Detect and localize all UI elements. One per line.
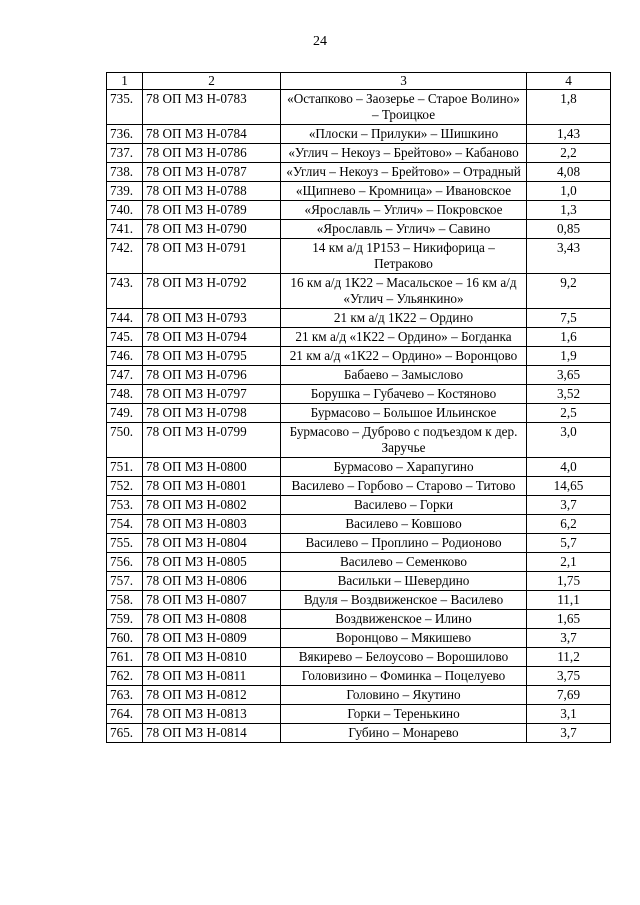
row-number: 735. [107,90,143,125]
row-number: 761. [107,648,143,667]
road-name: Василево – Ковшово [281,515,527,534]
table-row [107,629,611,648]
row-number: 737. [107,144,143,163]
road-name: Головино – Якутино [281,686,527,705]
road-length: 3,65 [527,366,611,385]
table-row [107,366,611,385]
row-number: 747. [107,366,143,385]
table-row [107,534,611,553]
roads-table [106,72,611,743]
road-length: 3,1 [527,705,611,724]
road-name: Воронцово – Мякишево [281,629,527,648]
row-number: 739. [107,182,143,201]
table-row [107,686,611,705]
road-length: 0,85 [527,220,611,239]
road-id: 78 ОП МЗ Н-0814 [143,724,281,743]
table-row [107,496,611,515]
road-length: 7,69 [527,686,611,705]
table-row [107,125,611,144]
road-name: «Ярославль – Углич» – Покровское [281,201,527,220]
table-row [107,667,611,686]
road-length: 3,75 [527,667,611,686]
road-length: 1,8 [527,90,611,125]
table-row [107,385,611,404]
road-id: 78 ОП МЗ Н-0809 [143,629,281,648]
table-row [107,182,611,201]
road-id: 78 ОП МЗ Н-0796 [143,366,281,385]
road-id: 78 ОП МЗ Н-0802 [143,496,281,515]
road-length: 2,5 [527,404,611,423]
road-id: 78 ОП МЗ Н-0811 [143,667,281,686]
road-name: Василево – Проплино – Родионово [281,534,527,553]
road-id: 78 ОП МЗ Н-0791 [143,239,281,274]
road-length: 4,08 [527,163,611,182]
road-length: 1,75 [527,572,611,591]
road-length: 7,5 [527,309,611,328]
road-id: 78 ОП МЗ Н-0810 [143,648,281,667]
table-row [107,220,611,239]
table-row [107,404,611,423]
row-number: 753. [107,496,143,515]
road-id: 78 ОП МЗ Н-0808 [143,610,281,629]
road-length: 3,43 [527,239,611,274]
header-col-4: 4 [527,73,611,90]
road-name: Горки – Теренькино [281,705,527,724]
road-length: 4,0 [527,458,611,477]
road-id: 78 ОП МЗ Н-0795 [143,347,281,366]
table-row [107,705,611,724]
row-number: 758. [107,591,143,610]
row-number: 759. [107,610,143,629]
row-number: 746. [107,347,143,366]
road-name: Головизино – Фоминка – Поцелуево [281,667,527,686]
road-id: 78 ОП МЗ Н-0788 [143,182,281,201]
table-row [107,163,611,182]
header-col-1: 1 [107,73,143,90]
road-id: 78 ОП МЗ Н-0798 [143,404,281,423]
road-name: Бабаево – Замыслово [281,366,527,385]
table-row [107,347,611,366]
table-row [107,648,611,667]
road-name: Борушка – Губачево – Костяново [281,385,527,404]
road-length: 2,1 [527,553,611,572]
road-length: 2,2 [527,144,611,163]
road-name: Губино – Монарево [281,724,527,743]
road-id: 78 ОП МЗ Н-0787 [143,163,281,182]
road-name: Воздвиженское – Илино [281,610,527,629]
table-row [107,572,611,591]
table-row [107,591,611,610]
road-id: 78 ОП МЗ Н-0783 [143,90,281,125]
road-name: Василево – Семенково [281,553,527,572]
road-id: 78 ОП МЗ Н-0794 [143,328,281,347]
road-length: 11,2 [527,648,611,667]
road-length: 1,9 [527,347,611,366]
row-number: 757. [107,572,143,591]
road-name: «Плоски – Прилуки» – Шишкино [281,125,527,144]
road-length: 1,0 [527,182,611,201]
row-number: 755. [107,534,143,553]
table-row [107,144,611,163]
row-number: 765. [107,724,143,743]
table-row [107,328,611,347]
road-length: 1,3 [527,201,611,220]
page-number: 24 [313,34,327,49]
table-row [107,239,611,274]
road-id: 78 ОП МЗ Н-0786 [143,144,281,163]
row-number: 754. [107,515,143,534]
road-name: «Щипнево – Кромница» – Ивановское [281,182,527,201]
road-id: 78 ОП МЗ Н-0803 [143,515,281,534]
road-name: «Углич – Некоуз – Брейтово» – Кабаново [281,144,527,163]
header-row [107,73,611,90]
table-row [107,610,611,629]
road-name: Василево – Горбово – Старово – Титово [281,477,527,496]
road-name: Вдуля – Воздвиженское – Василево [281,591,527,610]
road-length: 3,7 [527,724,611,743]
table-row [107,553,611,572]
row-number: 762. [107,667,143,686]
row-number: 741. [107,220,143,239]
row-number: 738. [107,163,143,182]
table-row [107,309,611,328]
row-number: 740. [107,201,143,220]
header-col-3: 3 [281,73,527,90]
table-row [107,724,611,743]
road-length: 1,65 [527,610,611,629]
road-name: 21 км а/д 1К22 – Ордино [281,309,527,328]
road-length: 6,2 [527,515,611,534]
road-id: 78 ОП МЗ Н-0800 [143,458,281,477]
road-id: 78 ОП МЗ Н-0789 [143,201,281,220]
row-number: 756. [107,553,143,572]
road-length: 3,7 [527,629,611,648]
road-id: 78 ОП МЗ Н-0793 [143,309,281,328]
road-name: 16 км а/д 1К22 – Масальское – 16 км а/д «Углич – Ульянкино» [281,274,527,309]
header-col-2: 2 [143,73,281,90]
road-length: 14,65 [527,477,611,496]
road-id: 78 ОП МЗ Н-0805 [143,553,281,572]
road-id: 78 ОП МЗ Н-0797 [143,385,281,404]
road-id: 78 ОП МЗ Н-0812 [143,686,281,705]
road-length: 9,2 [527,274,611,309]
road-name: Василево – Горки [281,496,527,515]
row-number: 749. [107,404,143,423]
row-number: 744. [107,309,143,328]
road-name: «Углич – Некоуз – Брейтово» – Отрадный [281,163,527,182]
row-number: 764. [107,705,143,724]
row-number: 760. [107,629,143,648]
road-id: 78 ОП МЗ Н-0806 [143,572,281,591]
row-number: 750. [107,423,143,458]
road-name: Вякирево – Белоусово – Ворошилово [281,648,527,667]
row-number: 748. [107,385,143,404]
road-length: 3,52 [527,385,611,404]
road-name: Бурмасово – Большое Ильинское [281,404,527,423]
road-name: 14 км а/д 1Р153 – Никифорица – Петраково [281,239,527,274]
road-length: 5,7 [527,534,611,553]
road-name: Бурмасово – Харапугино [281,458,527,477]
road-length: 1,43 [527,125,611,144]
road-name: 21 км а/д «1К22 – Ордино» – Воронцово [281,347,527,366]
row-number: 736. [107,125,143,144]
road-name: «Ярославль – Углич» – Савино [281,220,527,239]
road-name: Бурмасово – Дуброво с подъездом к дер. Заручье [281,423,527,458]
road-name: 21 км а/д «1К22 – Ордино» – Богданка [281,328,527,347]
road-name: Васильки – Шевердино [281,572,527,591]
table-row [107,515,611,534]
row-number: 745. [107,328,143,347]
road-length: 3,0 [527,423,611,458]
road-id: 78 ОП МЗ Н-0801 [143,477,281,496]
road-id: 78 ОП МЗ Н-0799 [143,423,281,458]
row-number: 742. [107,239,143,274]
table-row [107,477,611,496]
row-number: 752. [107,477,143,496]
road-name: «Остапково – Заозерье – Старое Волино» – Троицкое [281,90,527,125]
row-number: 743. [107,274,143,309]
table-body [107,90,611,743]
row-number: 763. [107,686,143,705]
table-row [107,201,611,220]
road-id: 78 ОП МЗ Н-0792 [143,274,281,309]
table-row [107,458,611,477]
road-id: 78 ОП МЗ Н-0807 [143,591,281,610]
road-id: 78 ОП МЗ Н-0790 [143,220,281,239]
table-header [107,73,611,90]
road-id: 78 ОП МЗ Н-0784 [143,125,281,144]
road-id: 78 ОП МЗ Н-0813 [143,705,281,724]
table-row [107,90,611,125]
road-length: 3,7 [527,496,611,515]
road-id: 78 ОП МЗ Н-0804 [143,534,281,553]
table-row [107,423,611,458]
row-number: 751. [107,458,143,477]
table-row [107,274,611,309]
road-length: 1,6 [527,328,611,347]
road-length: 11,1 [527,591,611,610]
